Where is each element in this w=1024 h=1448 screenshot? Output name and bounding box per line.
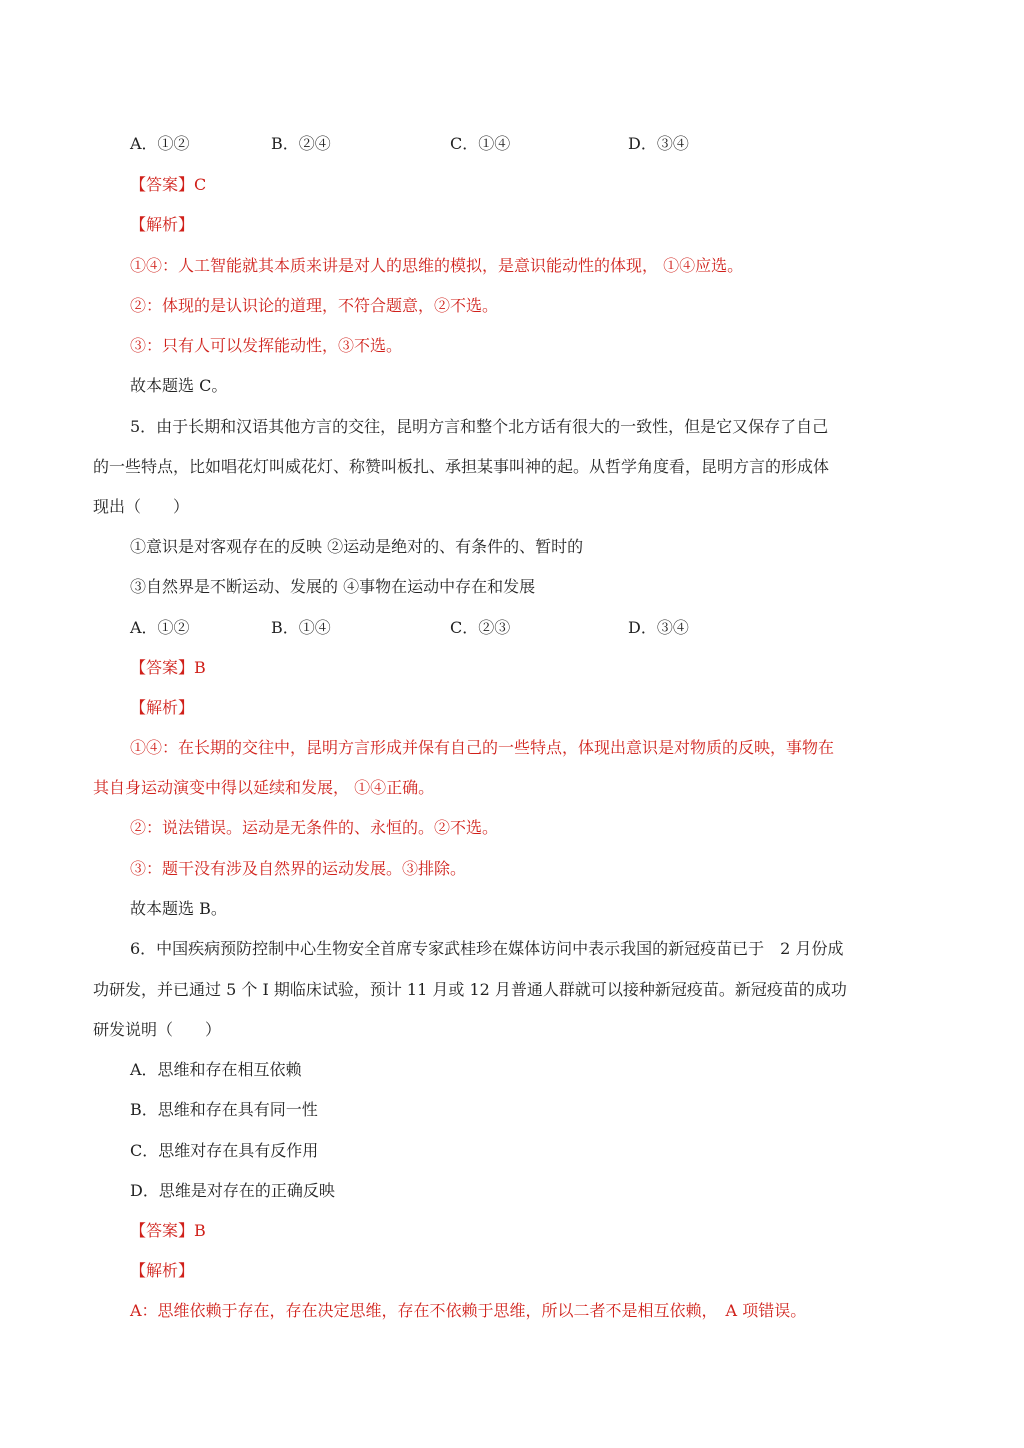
q6-answer [130, 1220, 206, 1242]
q4-analysis-line: ②：体现的是认识论的道理，不符合题意，②不选。 [130, 296, 499, 315]
q5-analysis-line: ②：说法错误。运动是无条件的、永恒的。②不选。 [130, 818, 499, 837]
q5-answer [130, 657, 206, 679]
q5-option-c: C．②③ [450, 618, 511, 637]
q5-statement: ③自然界是不断运动、发展的 ④事物在运动中存在和发展 [130, 577, 536, 596]
q5-analysis-tag: 【解析】 [130, 698, 195, 717]
answer-tag: 【答案】 [130, 658, 195, 677]
q4-analysis-line: ①④：人工智能就其本质来讲是对人的思维的模拟，是意识能动性的体现， ①④应选。 [130, 256, 744, 275]
q6-stem-line: 6．中国疾病预防控制中心生物安全首席专家武桂珍在媒体访问中表示我国的新冠疫苗已于 2 月份成 [130, 939, 844, 958]
q5-conclusion: 故本题选 B。 [130, 899, 227, 918]
q4-option-b: B．②④ [271, 134, 331, 153]
answer-value: C [194, 175, 207, 194]
q5-analysis-line: ①④：在长期的交往中，昆明方言形成并保有自己的一些特点，体现出意识是对物质的反映，事物在 [130, 738, 835, 757]
q4-answer [130, 174, 206, 196]
q5-statement: ①意识是对客观存在的反映 ②运动是绝对的、有条件的、暂时的 [130, 537, 584, 556]
answer-tag: 【答案】 [130, 175, 195, 194]
q6-option-b: B．思维和存在具有同一性 [130, 1100, 318, 1119]
q5-stem-line: 现出（ ） [93, 497, 190, 516]
q4-conclusion: 故本题选 C。 [130, 376, 228, 395]
q4-analysis-tag: 【解析】 [130, 215, 195, 234]
q5-option-a: A．①② [130, 618, 190, 637]
q4-option-d: D．③④ [628, 134, 689, 153]
answer-value: B [194, 1221, 206, 1240]
q6-option-a: A．思维和存在相互依赖 [130, 1060, 302, 1079]
q4-analysis-line: ③：只有人可以发挥能动性，③不选。 [130, 336, 403, 355]
q5-stem-line: 的一些特点，比如唱花灯叫威花灯、称赞叫板扎、承担某事叫神的起。从哲学角度看，昆明方言的形成体 [93, 457, 830, 476]
q5-option-d: D．③④ [628, 618, 689, 637]
answer-tag: 【答案】 [130, 1221, 195, 1240]
q6-analysis-tag: 【解析】 [130, 1261, 195, 1280]
q6-stem-line: 功研发，并已通过 5 个 I 期临床试验，预计 11 月或 12 月普通人群就可以接种新冠疫苗。新冠疫苗的成功 [93, 980, 847, 999]
q5-analysis-line: ③：题干没有涉及自然界的运动发展。③排除。 [130, 859, 467, 878]
answer-value: B [194, 658, 206, 677]
q5-stem-line: 5．由于长期和汉语其他方言的交往，昆明方言和整个北方话有很大的一致性，但是它又保存了自己 [130, 417, 829, 436]
q5-analysis-line: 其自身运动演变中得以延续和发展， ①④正确。 [93, 778, 435, 797]
q6-stem-line: 研发说明（ ） [93, 1020, 222, 1039]
q6-analysis-line: A：思维依赖于存在，存在决定思维，存在不依赖于思维，所以二者不是相互依赖， A 项错误。 [130, 1301, 807, 1320]
q6-option-d: D．思维是对存在的正确反映 [130, 1181, 335, 1200]
q5-option-b: B．①④ [271, 618, 331, 637]
q6-option-c: C．思维对存在具有反作用 [130, 1141, 319, 1160]
q4-option-c: C．①④ [450, 134, 511, 153]
q4-option-a: A．①② [130, 134, 190, 153]
